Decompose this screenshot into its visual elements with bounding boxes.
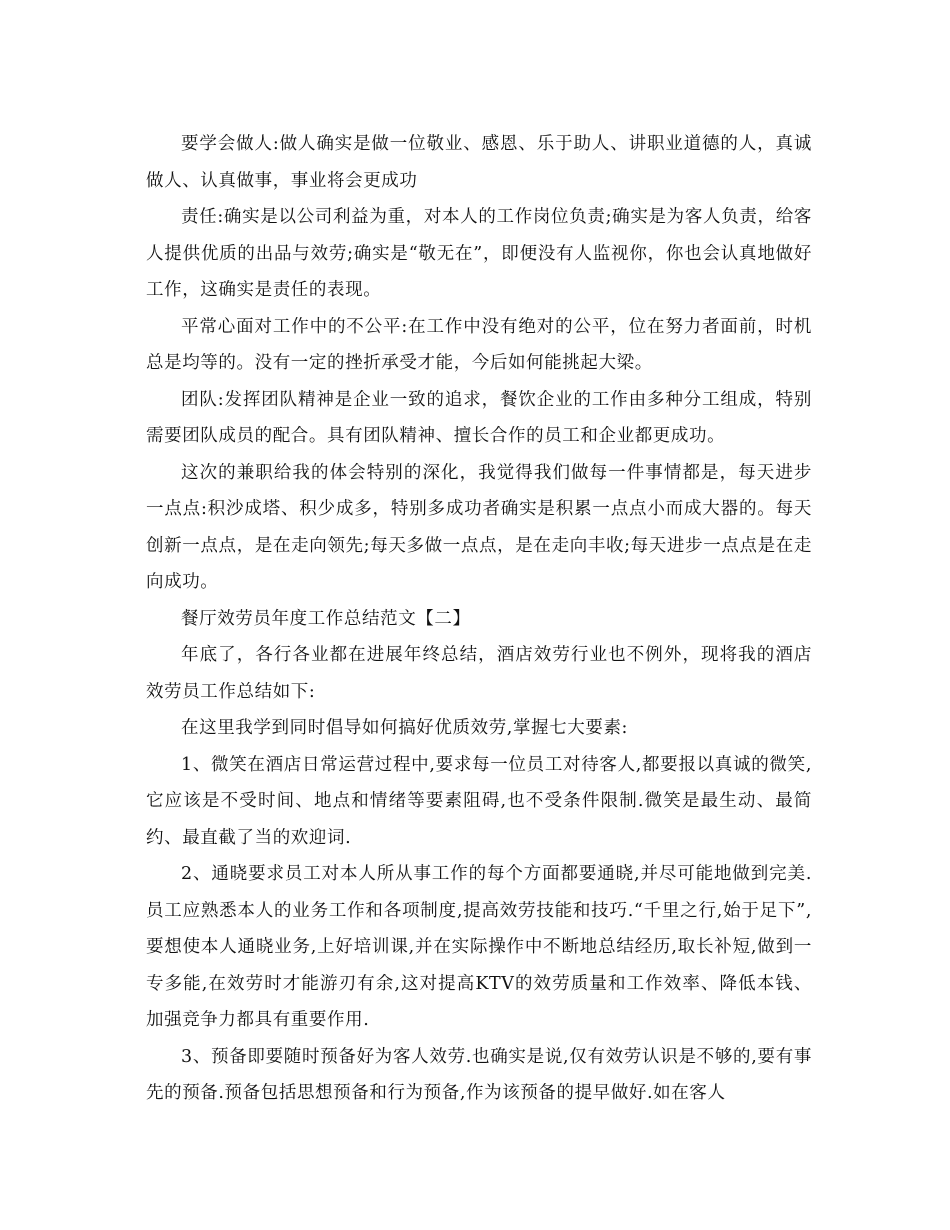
paragraph-responsibility: 责任:确实是以公司利益为重，对本人的工作岗位负责;确实是为客人负责，给客人提供优质的出品与效劳;确实是“敬无在”，即便没有人监视你，你也会认真地做好工作，这确实是责任的表现。 xyxy=(146,207,812,300)
paragraph-team: 团队:发挥团队精神是企业一致的追求，餐饮企业的工作由多种分工组成，特别需要团队成员的配合。具有团队精神、擅长合作的员工和企业都更成功。 xyxy=(146,389,812,446)
paragraph-fairness: 平常心面对工作中的不公平:在工作中没有绝对的公平，位在努力者面前，时机总是均等的。没有一定的挫折承受才能，今后如何能挑起大梁。 xyxy=(146,316,812,373)
paragraph-item-2-proficiency: 2、通晓要求员工对本人所从事工作的每个方面都要通晓,并尽可能地做到完美.员工应熟悉本人的业务工作和各项制度,提高效劳技能和技巧.“千里之行,始于足下”,要想使本人通晓业务,上好培训课,并在实际操作中不断地总结经历,取长补短,做到一专多能,在效劳时才能游刃有余,这对提高KTV的效劳质量和工作效率、降低本钱、加强竞争力都具有重要作用. xyxy=(146,864,812,1030)
paragraph-be-a-good-person: 要学会做人:做人确实是做一位敬业、感恩、乐于助人、讲职业道德的人，真诚做人、认真做事，事业将会更成功 xyxy=(146,134,812,191)
document-body xyxy=(146,126,812,1112)
section-heading: 餐厅效劳员年度工作总结范文【二】 xyxy=(181,608,471,629)
paragraph-reflection: 这次的兼职给我的体会特别的深化，我觉得我们做每一件事情都是，每天进步一点点:积沙成塔、积少成多，特别多成功者确实是积累一点点小而成大器的。每天创新一点点，是在走向领先;每天多做一点点，是在走向丰收;每天进步一点点是在走向成功。 xyxy=(146,462,812,592)
paragraph-year-end-intro: 年底了，各行各业都在进展年终总结，酒店效劳行业也不例外，现将我的酒店效劳员工作总结如下: xyxy=(146,645,812,702)
paragraph-seven-elements: 在这里我学到同时倡导如何搞好优质效劳,掌握七大要素: xyxy=(181,718,629,738)
paragraph-item-1-smile: 1、微笑在酒店日常运营过程中,要求每一位员工对待客人,都要报以真诚的微笑,它应该是不受时间、地点和情绪等要素阻碍,也不受条件限制.微笑是最生动、最简约、最直截了当的欢迎词. xyxy=(146,754,812,848)
paragraph-item-3-preparation: 3、预备即要随时预备好为客人效劳.也确实是说,仅有效劳认识是不够的,要有事先的预备.预备包括思想预备和行为预备,作为该预备的提早做好.如在客人 xyxy=(146,1046,812,1103)
